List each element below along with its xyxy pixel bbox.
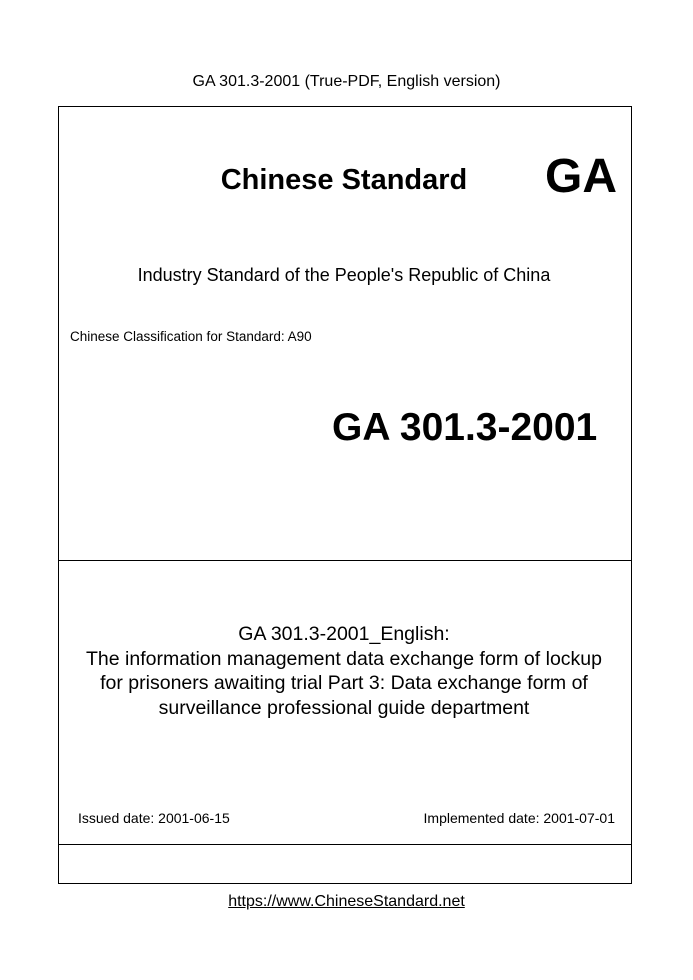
standard-label: Chinese Standard	[220, 164, 468, 196]
document-title-line: for prisoners awaiting trial Part 3: Data exchange form of	[100, 672, 588, 694]
standard-number: GA 301.3-2001	[332, 406, 598, 449]
document-title	[59, 622, 629, 720]
implemented-date: Implemented date: 2001-07-01	[423, 810, 615, 826]
cover-frame	[58, 106, 632, 884]
code-mark: GA	[545, 150, 617, 203]
section-divider-bottom	[59, 844, 631, 845]
document-title-line: The information management data exchange form of lockup	[86, 647, 602, 670]
issued-date: Issued date: 2001-06-15	[78, 810, 230, 826]
classification-line: Chinese Classification for Standard: A90	[70, 329, 312, 344]
industry-line: Industry Standard of the People's Republic of China	[137, 265, 551, 285]
document-title-line: surveillance professional guide department	[158, 696, 530, 719]
footer	[0, 892, 693, 912]
document-title-line: GA 301.3-2001_English:	[238, 623, 450, 645]
section-divider-top	[59, 560, 631, 561]
page-header-title: GA 301.3-2001 (True-PDF, English version)	[192, 73, 501, 90]
website-link[interactable]: https://www.ChineseStandard.net	[228, 893, 465, 910]
